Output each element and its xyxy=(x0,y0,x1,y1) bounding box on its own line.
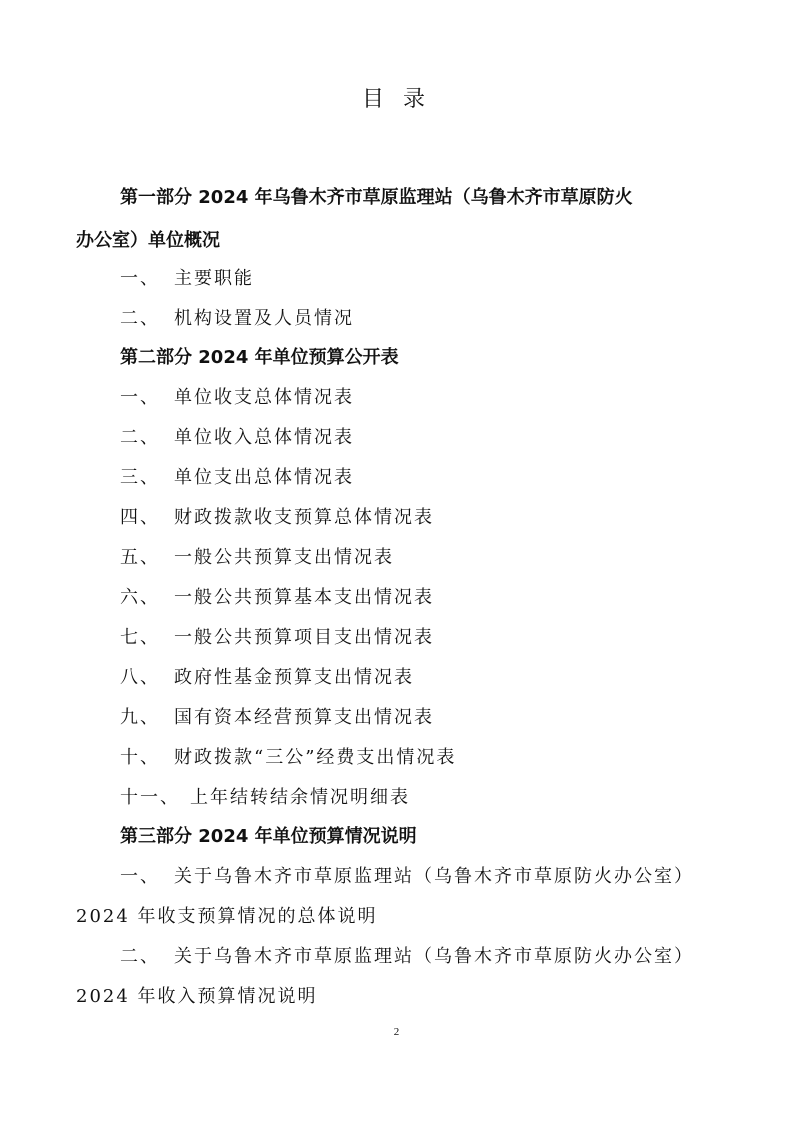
toc-entry-text: 上年结转结余情况明细表 xyxy=(190,787,410,808)
toc-entry-number: 十、 xyxy=(120,747,160,768)
toc-entry-number: 七、 xyxy=(120,627,160,648)
part2-heading[interactable]: 第二部分 2024 年单位预算公开表 xyxy=(120,347,399,368)
toc-entry-number: 二、 xyxy=(120,308,160,329)
toc-entry-number: 十一、 xyxy=(120,787,180,808)
toc-entry-number: 一、 xyxy=(120,387,160,408)
toc-entry-number: 二、 xyxy=(120,427,160,448)
toc-entry[interactable] xyxy=(120,426,354,450)
toc-entry[interactable] xyxy=(120,386,354,410)
part1-heading-line1[interactable]: 第一部分 2024 年乌鲁木齐市草原监理站（乌鲁木齐市草原防火 xyxy=(120,187,633,208)
toc-entry[interactable] xyxy=(120,706,434,730)
toc-entry-text: 单位收支总体情况表 xyxy=(174,387,354,408)
toc-entry-number: 四、 xyxy=(120,507,160,528)
toc-entry[interactable] xyxy=(120,466,354,490)
toc-entry-continuation[interactable]: 2024 年收入预算情况说明 xyxy=(76,986,318,1007)
toc-entry-text: 机构设置及人员情况 xyxy=(174,308,354,329)
toc-entry[interactable] xyxy=(120,626,434,650)
toc-entry-number: 九、 xyxy=(120,707,160,728)
toc-entry-text: 财政拨款“三公”经费支出情况表 xyxy=(174,747,457,768)
toc-entry-continuation[interactable]: 2024 年收支预算情况的总体说明 xyxy=(76,906,378,927)
toc-entry-number: 一、 xyxy=(120,268,160,289)
toc-entry[interactable] xyxy=(120,586,434,610)
part1-heading-line2[interactable]: 办公室）单位概况 xyxy=(76,230,220,251)
toc-entry-number: 一、 xyxy=(120,866,160,887)
toc-entry-number: 五、 xyxy=(120,547,160,568)
toc-entry-text: 财政拨款收支预算总体情况表 xyxy=(174,507,434,528)
toc-entry-text: 一般公共预算基本支出情况表 xyxy=(174,587,434,608)
toc-entry[interactable] xyxy=(120,865,694,889)
toc-entry[interactable] xyxy=(120,945,694,969)
toc-entry-number: 三、 xyxy=(120,467,160,488)
page-number: 2 xyxy=(393,1026,400,1038)
toc-entry[interactable] xyxy=(120,666,414,690)
toc-entry[interactable] xyxy=(120,267,254,291)
toc-entry-text: 一般公共预算支出情况表 xyxy=(174,547,394,568)
part3-heading[interactable]: 第三部分 2024 年单位预算情况说明 xyxy=(120,826,417,847)
toc-entry-text: 关于乌鲁木齐市草原监理站（乌鲁木齐市草原防火办公室） xyxy=(174,866,694,887)
toc-entry-text: 单位收入总体情况表 xyxy=(174,427,354,448)
page-title: 目 录 xyxy=(362,87,431,112)
toc-entry-number: 二、 xyxy=(120,946,160,967)
toc-entry-text: 关于乌鲁木齐市草原监理站（乌鲁木齐市草原防火办公室） xyxy=(174,946,694,967)
toc-entry-number: 八、 xyxy=(120,667,160,688)
toc-entry[interactable] xyxy=(120,506,434,530)
toc-entry-number: 六、 xyxy=(120,587,160,608)
toc-entry[interactable] xyxy=(120,746,456,770)
toc-entry-text: 单位支出总体情况表 xyxy=(174,467,354,488)
toc-entry[interactable] xyxy=(120,307,354,331)
toc-entry-text: 一般公共预算项目支出情况表 xyxy=(174,627,434,648)
toc-entry-text: 政府性基金预算支出情况表 xyxy=(174,667,414,688)
toc-entry-text: 国有资本经营预算支出情况表 xyxy=(174,707,434,728)
toc-entry-text: 主要职能 xyxy=(174,268,254,289)
toc-entry[interactable] xyxy=(120,546,394,570)
toc-entry[interactable] xyxy=(120,786,410,810)
